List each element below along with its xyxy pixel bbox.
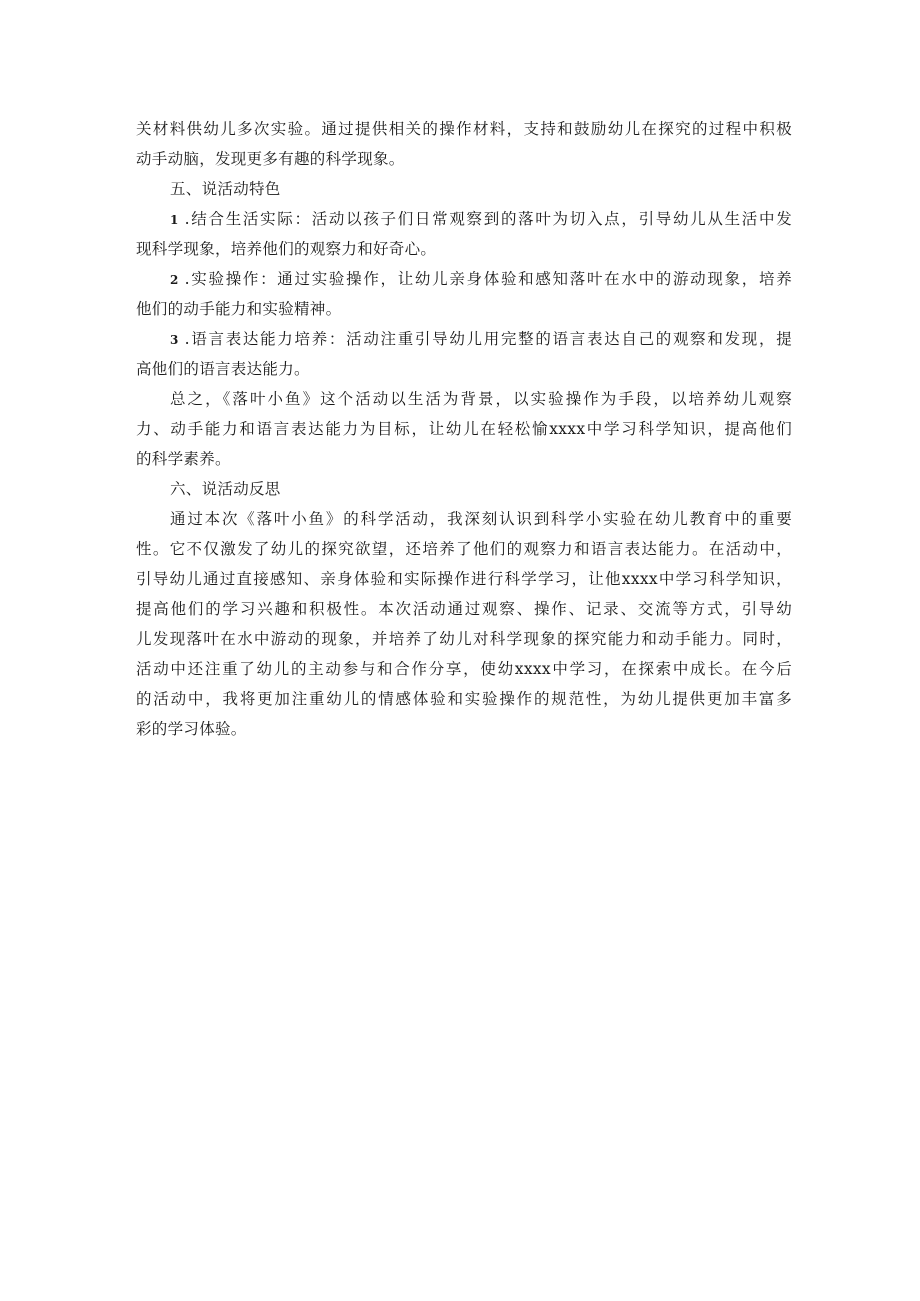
reflection-line: 儿发现落叶在水中游动的现象，并培养了幼儿对科学现象的探究能力和动手能力。同时， [136, 630, 792, 648]
paragraph-line: 动手动脑，发现更多有趣的科学现象。 [136, 150, 405, 168]
list-item-text: .结合生活实际：活动以孩子们日常观察到的落叶为切入点，引导幼儿从生活中发 [184, 210, 792, 228]
reflection-line: 引导幼儿通过直接感知、亲身体验和实际操作进行科学学习，让他xxxx中学习科学知识， [136, 570, 792, 588]
reflection-line: 彩的学习体验。 [136, 720, 247, 738]
summary-line: 力、动手能力和语言表达能力为目标，让幼儿在轻松愉xxxx中学习科学知识，提高他们 [136, 420, 792, 438]
section-heading-6: 六、说活动反思 [170, 480, 281, 498]
list-item-continuation: 他们的动手能力和实验精神。 [136, 300, 342, 318]
list-item-text: .实验操作：通过实验操作，让幼儿亲身体验和感知落叶在水中的游动现象，培养 [184, 270, 792, 288]
document-page [136, 114, 792, 744]
summary-line: 的科学素养。 [136, 450, 231, 468]
paragraph-line: 关材料供幼儿多次实验。通过提供相关的操作材料，支持和鼓励幼儿在探究的过程中积极 [136, 120, 792, 138]
reflection-line: 性。它不仅激发了幼儿的探究欲望，还培养了他们的观察力和语言表达能力。在活动中， [136, 540, 792, 558]
list-number: 2 [170, 273, 179, 287]
list-item-1 [136, 204, 792, 234]
list-item-continuation: 现科学现象，培养他们的观察力和好奇心。 [136, 240, 437, 258]
list-item-continuation: 高他们的语言表达能力。 [136, 360, 310, 378]
reflection-line: 通过本次《落叶小鱼》的科学活动，我深刻认识到科学小实验在幼儿教育中的重要 [170, 510, 792, 528]
reflection-line: 活动中还注重了幼儿的主动参与和合作分享，使幼xxxx中学习，在探索中成长。在今后 [136, 660, 792, 678]
reflection-line: 的活动中，我将更加注重幼儿的情感体验和实验操作的规范性，为幼儿提供更加丰富多 [136, 690, 792, 708]
summary-line: 总之，《落叶小鱼》这个活动以生活为背景，以实验操作为手段，以培养幼儿观察 [170, 390, 792, 408]
list-number: 3 [170, 333, 179, 347]
list-item-3 [136, 324, 792, 354]
reflection-line: 提高他们的学习兴趣和积极性。本次活动通过观察、操作、记录、交流等方式，引导幼 [136, 600, 792, 618]
section-heading-5: 五、说活动特色 [170, 180, 281, 198]
list-number: 1 [170, 213, 179, 227]
list-item-2 [136, 264, 792, 294]
list-item-text: .语言表达能力培养：活动注重引导幼儿用完整的语言表达自己的观察和发现，提 [184, 330, 792, 348]
